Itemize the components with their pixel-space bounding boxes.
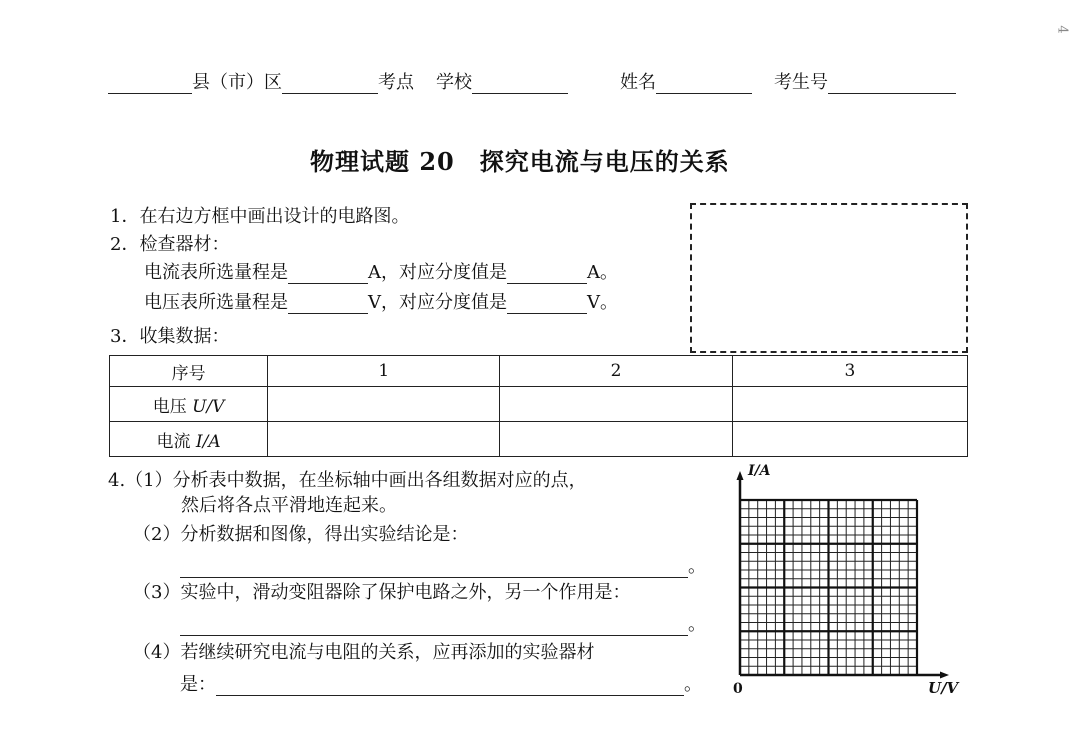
equipment-blank[interactable] xyxy=(216,677,684,696)
row-label xyxy=(110,387,268,422)
row-label-text: 电压 xyxy=(152,396,193,417)
table-row-voltage xyxy=(110,387,968,422)
header-info-line xyxy=(108,72,568,94)
period: 。 xyxy=(688,614,706,635)
table-cell[interactable] xyxy=(268,387,500,422)
question-4-2-answer xyxy=(180,556,706,578)
origin-label: 0 xyxy=(733,681,743,697)
ammeter-range-blank[interactable] xyxy=(288,265,368,284)
voltmeter-range-blank[interactable] xyxy=(288,295,368,314)
district-blank[interactable] xyxy=(282,75,378,94)
table-row-current xyxy=(110,422,968,457)
question-3: 3．收集数据： xyxy=(110,326,230,347)
row-label xyxy=(110,422,268,457)
name-label: 姓名 xyxy=(620,72,656,93)
question-4-1-cont: 然后将各点平滑地连起来。 xyxy=(181,495,397,516)
table-header: 2 xyxy=(500,356,732,387)
y-axis-label: I/A xyxy=(748,463,771,479)
ammeter-division-label: A，对应分度值是 xyxy=(368,262,507,283)
period: 。 xyxy=(688,556,706,577)
data-table xyxy=(109,355,968,457)
question-4-4-answer xyxy=(180,674,702,696)
circuit-diagram-box[interactable] xyxy=(690,203,968,353)
school-label: 学校 xyxy=(436,72,472,93)
page-title: 物理试题 20 探究电流与电压的关系 xyxy=(310,147,730,176)
question-2-ammeter xyxy=(144,262,618,284)
ammeter-unit: A。 xyxy=(587,262,618,283)
voltmeter-range-label: 电压表所选量程是 xyxy=(144,292,288,313)
voltmeter-division-blank[interactable] xyxy=(507,295,587,314)
header-info-line-right xyxy=(620,72,956,94)
voltmeter-division-label: V，对应分度值是 xyxy=(368,292,507,313)
question-2-heading: 2．检查器材： xyxy=(110,234,230,255)
question-4-3-answer xyxy=(180,614,706,636)
voltmeter-unit: V。 xyxy=(587,292,618,313)
page-number: 4 xyxy=(1054,25,1070,34)
question-4-3: （3）实验中，滑动变阻器除了保护电路之外，另一个作用是： xyxy=(133,582,631,603)
rheostat-role-blank[interactable] xyxy=(180,617,688,636)
table-header: 1 xyxy=(268,356,500,387)
table-cell[interactable] xyxy=(268,422,500,457)
iv-graph[interactable] xyxy=(720,455,980,705)
period: 。 xyxy=(684,674,702,695)
name-blank[interactable] xyxy=(656,75,752,94)
question-1: 1．在右边方框中画出设计的电路图。 xyxy=(110,206,410,227)
question-4-2: （2）分析数据和图像，得出实验结论是： xyxy=(133,524,469,545)
row-label-unit: I/A xyxy=(195,431,221,452)
table-cell[interactable] xyxy=(732,387,967,422)
county-blank[interactable] xyxy=(108,75,192,94)
question-4-4: （4）若继续研究电流与电阻的关系，应再添加的实验器材 xyxy=(133,642,595,663)
conclusion-blank[interactable] xyxy=(180,559,688,578)
question-2-voltmeter xyxy=(144,292,618,314)
ammeter-range-label: 电流表所选量程是 xyxy=(144,262,288,283)
county-label: 县（市）区 xyxy=(192,72,282,93)
student-id-blank[interactable] xyxy=(828,75,956,94)
table-cell[interactable] xyxy=(732,422,967,457)
q4-4-prefix: 是： xyxy=(180,674,216,695)
row-label-text: 电流 xyxy=(156,431,196,452)
ammeter-division-blank[interactable] xyxy=(507,265,587,284)
table-header-row xyxy=(110,356,968,387)
x-axis-label: U/V xyxy=(928,679,959,697)
graph-grid-icon xyxy=(720,455,980,705)
student-id-label: 考生号 xyxy=(774,72,828,93)
school-blank[interactable] xyxy=(472,75,568,94)
table-cell[interactable] xyxy=(500,422,732,457)
row-label-unit: U/V xyxy=(192,396,225,417)
exam-site-label: 考点 xyxy=(378,72,414,93)
table-header: 3 xyxy=(732,356,967,387)
table-cell[interactable] xyxy=(500,387,732,422)
question-4-1: 4.（1）分析表中数据，在坐标轴中画出各组数据对应的点， xyxy=(108,470,587,491)
table-header: 序号 xyxy=(110,356,268,387)
